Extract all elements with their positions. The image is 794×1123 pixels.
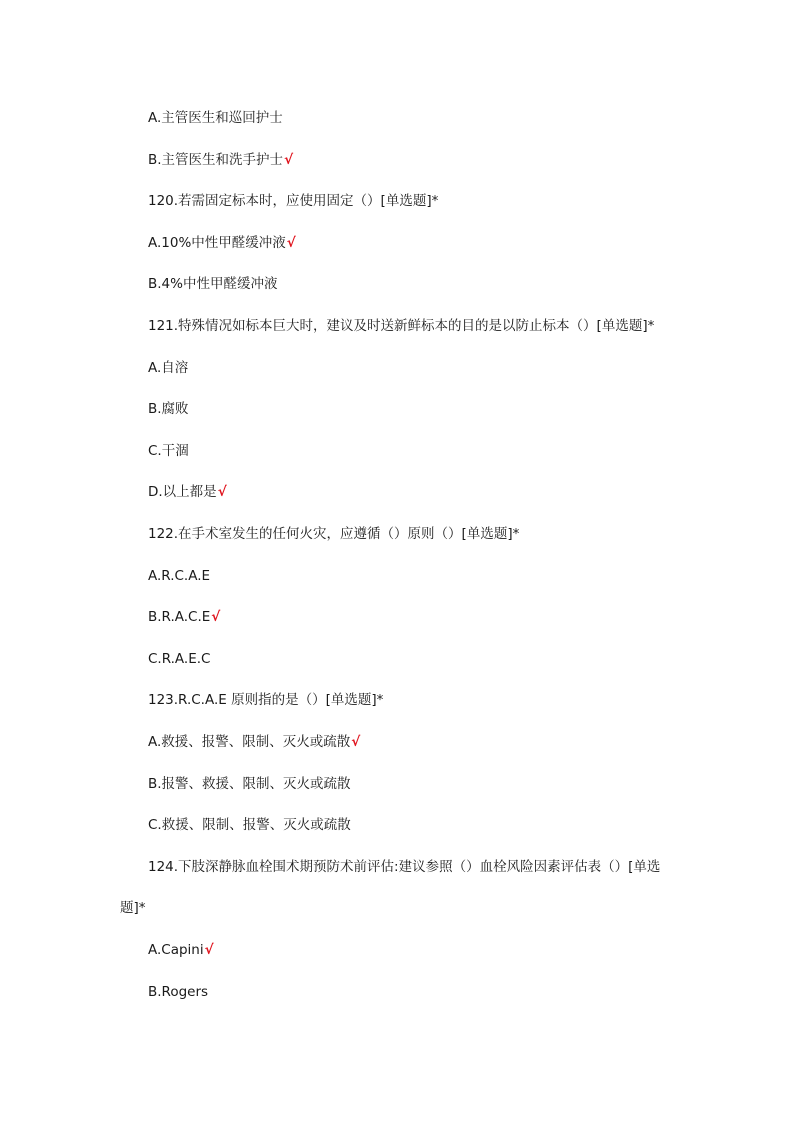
question-line: 123.R.C.A.E 原则指的是（）[单选题]* (148, 692, 384, 708)
option-line: B.Rogers (148, 984, 209, 1000)
correct-check-mark: √ (211, 609, 221, 625)
option-line: B.4%中性甲醛缓冲液 (148, 276, 278, 292)
option-line: A.10%中性甲醛缓冲液√ (148, 235, 296, 251)
correct-check-mark: √ (286, 235, 296, 251)
correct-check-mark: √ (351, 734, 361, 750)
option-line: A.Capini√ (148, 942, 214, 958)
question-line: 120.若需固定标本时，应使用固定（）[单选题]* (148, 193, 439, 209)
question-line: 124.下肢深静脉血栓围术期预防术前评估:建议参照（）血栓风险因素评估表（）[单选 (148, 859, 661, 875)
option-line: B.主管医生和洗手护士√ (148, 152, 294, 168)
option-line: A.R.C.A.E (148, 568, 211, 584)
correct-check-mark: √ (284, 152, 294, 168)
correct-check-mark: √ (217, 484, 227, 500)
option-line: B.R.A.C.E√ (148, 609, 221, 625)
option-line: B.报警、救援、限制、灭火或疏散 (148, 776, 351, 792)
option-line: A.自溶 (148, 360, 189, 376)
option-line: A.主管医生和巡回护士 (148, 110, 283, 126)
question-line-continued: 题]* (120, 900, 146, 916)
correct-check-mark: √ (204, 942, 214, 958)
option-line: C.救援、限制、报警、灭火或疏散 (148, 817, 351, 833)
option-line: D.以上都是√ (148, 484, 227, 500)
option-line: C.R.A.E.C (148, 651, 211, 667)
option-line: C.干涸 (148, 443, 189, 459)
question-line: 122.在手术室发生的任何火灾，应遵循（）原则（）[单选题]* (148, 526, 520, 542)
question-line: 121.特殊情况如标本巨大时，建议及时送新鲜标本的目的是以防止标本（）[单选题]* (148, 318, 655, 334)
option-line: B.腐败 (148, 401, 189, 417)
option-line: A.救援、报警、限制、灭火或疏散√ (148, 734, 361, 750)
